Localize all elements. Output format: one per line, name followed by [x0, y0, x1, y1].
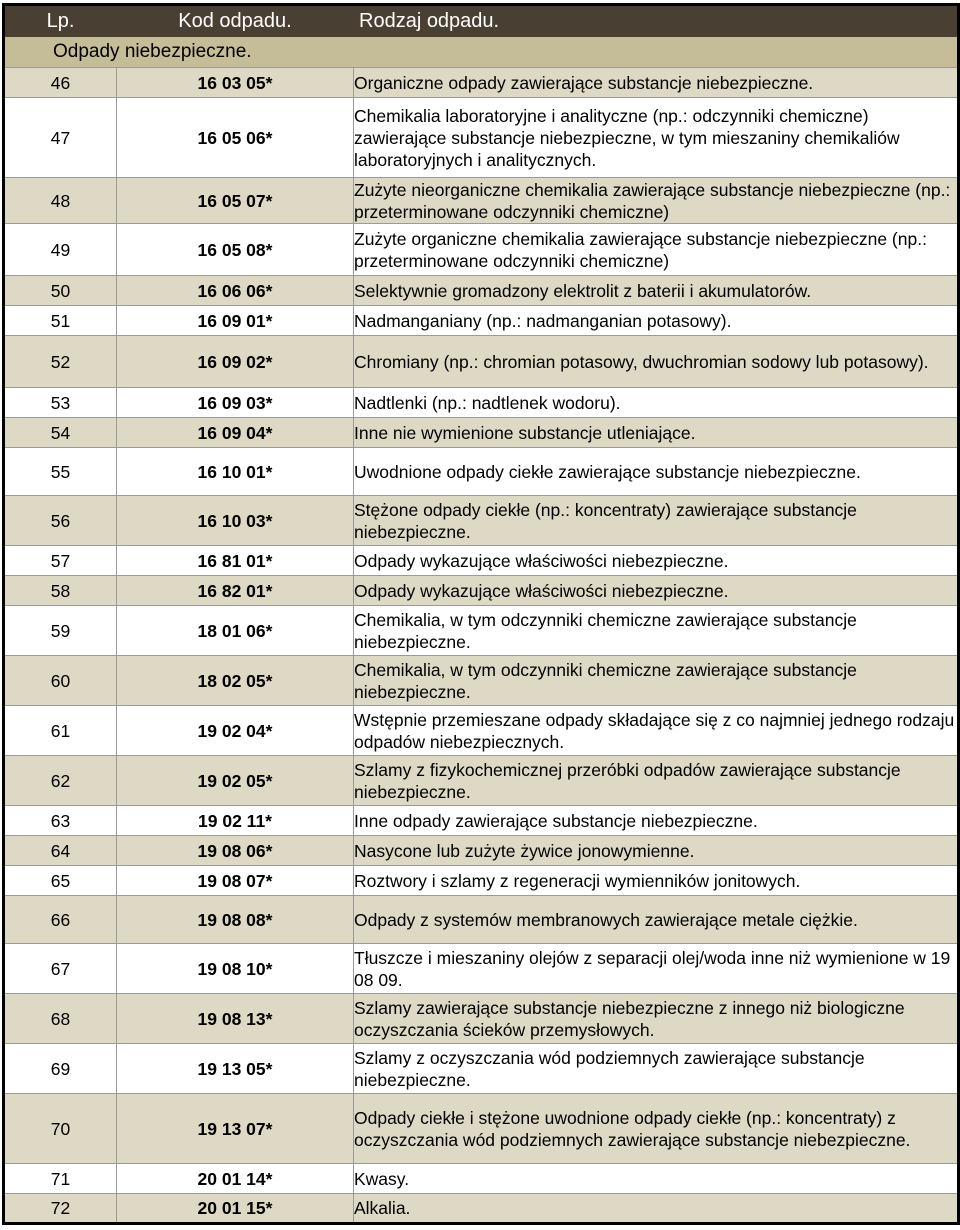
waste-code: 19 08 06*: [117, 836, 354, 866]
row-number: 48: [4, 178, 117, 224]
table-row: [4, 178, 959, 224]
waste-description: Inne nie wymienione substancje utleniające.: [354, 418, 959, 448]
row-number: 59: [4, 606, 117, 656]
table-row: [4, 1194, 959, 1224]
table-row: [4, 546, 959, 576]
section-row: [4, 37, 959, 68]
table-row: [4, 306, 959, 336]
waste-code: 19 13 05*: [117, 1044, 354, 1094]
table-row: [4, 656, 959, 706]
waste-code: 16 05 07*: [117, 178, 354, 224]
table-row: [4, 806, 959, 836]
waste-code: 16 82 01*: [117, 576, 354, 606]
table-row: [4, 1044, 959, 1094]
table-row: [4, 448, 959, 496]
waste-table: [2, 3, 960, 1225]
waste-description: Szlamy z fizykochemicznej przeróbki odpadów zawierające substancje niebezpieczne.: [354, 756, 959, 806]
waste-description: Odpady wykazujące właściwości niebezpieczne.: [354, 576, 959, 606]
row-number: 67: [4, 944, 117, 994]
table-row: [4, 1164, 959, 1194]
table-row: [4, 276, 959, 306]
header-code: Kod odpadu.: [117, 5, 354, 37]
row-number: 66: [4, 896, 117, 944]
table-header-row: [4, 5, 959, 37]
waste-description: Chemikalia laboratoryjne i analityczne (np.: odczynniki chemiczne) zawierające substancje niebezpieczne, w tym mieszaniny chemikaliów laboratoryjnych i analitycznych.: [354, 98, 959, 178]
waste-code: 19 08 08*: [117, 896, 354, 944]
row-number: 49: [4, 224, 117, 276]
waste-code: 16 06 06*: [117, 276, 354, 306]
waste-description: Szlamy z oczyszczania wód podziemnych zawierające substancje niebezpieczne.: [354, 1044, 959, 1094]
waste-code: 19 02 04*: [117, 706, 354, 756]
header-lp: Lp.: [4, 5, 117, 37]
waste-description: Organiczne odpady zawierające substancje niebezpieczne.: [354, 68, 959, 98]
waste-description: Tłuszcze i mieszaniny olejów z separacji olej/woda inne niż wymienione w 19 08 09.: [354, 944, 959, 994]
row-number: 54: [4, 418, 117, 448]
waste-description: Chemikalia, w tym odczynniki chemiczne zawierające substancje niebezpieczne.: [354, 656, 959, 706]
table-row: [4, 98, 959, 178]
header-type: Rodzaj odpadu.: [354, 5, 959, 37]
table-row: [4, 388, 959, 418]
waste-description: Roztwory i szlamy z regeneracji wymienników jonitowych.: [354, 866, 959, 896]
waste-description: Alkalia.: [354, 1194, 959, 1224]
waste-code: 19 08 07*: [117, 866, 354, 896]
row-number: 64: [4, 836, 117, 866]
waste-description: Selektywnie gromadzony elektrolit z baterii i akumulatorów.: [354, 276, 959, 306]
row-number: 65: [4, 866, 117, 896]
waste-code: 16 05 06*: [117, 98, 354, 178]
section-title: Odpady niebezpieczne.: [4, 37, 959, 68]
waste-code: 18 02 05*: [117, 656, 354, 706]
waste-code: 16 81 01*: [117, 546, 354, 576]
row-number: 53: [4, 388, 117, 418]
waste-description: Inne odpady zawierające substancje niebezpieczne.: [354, 806, 959, 836]
waste-description: Nasycone lub zużyte żywice jonowymienne.: [354, 836, 959, 866]
table-row: [4, 496, 959, 546]
table-row: [4, 1094, 959, 1164]
waste-description: Stężone odpady ciekłe (np.: koncentraty) zawierające substancje niebezpieczne.: [354, 496, 959, 546]
waste-description: Odpady wykazujące właściwości niebezpieczne.: [354, 546, 959, 576]
waste-description: Kwasy.: [354, 1164, 959, 1194]
waste-table-body: [4, 5, 959, 1224]
waste-code: 20 01 15*: [117, 1194, 354, 1224]
waste-description: Chemikalia, w tym odczynniki chemiczne zawierające substancje niebezpieczne.: [354, 606, 959, 656]
waste-code: 16 09 01*: [117, 306, 354, 336]
row-number: 70: [4, 1094, 117, 1164]
waste-code: 16 10 01*: [117, 448, 354, 496]
table-row: [4, 68, 959, 98]
waste-description: Wstępnie przemieszane odpady składające się z co najmniej jednego rodzaju odpadów niebezpiecznych.: [354, 706, 959, 756]
row-number: 60: [4, 656, 117, 706]
table-row: [4, 224, 959, 276]
row-number: 69: [4, 1044, 117, 1094]
waste-code: 16 09 04*: [117, 418, 354, 448]
row-number: 55: [4, 448, 117, 496]
table-row: [4, 756, 959, 806]
row-number: 52: [4, 336, 117, 388]
waste-code: 20 01 14*: [117, 1164, 354, 1194]
row-number: 46: [4, 68, 117, 98]
waste-code: 19 13 07*: [117, 1094, 354, 1164]
waste-description: Zużyte organiczne chemikalia zawierające substancje niebezpieczne (np.: przeterminowane odczynniki chemiczne): [354, 224, 959, 276]
waste-description: Chromiany (np.: chromian potasowy, dwuchromian sodowy lub potasowy).: [354, 336, 959, 388]
table-row: [4, 896, 959, 944]
table-row: [4, 576, 959, 606]
waste-description: Odpady ciekłe i stężone uwodnione odpady ciekłe (np.: koncentraty) z oczyszczania wód podziemnych zawierające substancje niebezpieczne.: [354, 1094, 959, 1164]
waste-description: Uwodnione odpady ciekłe zawierające substancje niebezpieczne.: [354, 448, 959, 496]
row-number: 56: [4, 496, 117, 546]
waste-description: Nadmanganiany (np.: nadmanganian potasowy).: [354, 306, 959, 336]
waste-description: Odpady z systemów membranowych zawierające metale ciężkie.: [354, 896, 959, 944]
table-row: [4, 944, 959, 994]
table-row: [4, 836, 959, 866]
table-row: [4, 866, 959, 896]
row-number: 68: [4, 994, 117, 1044]
waste-description: Nadtlenki (np.: nadtlenek wodoru).: [354, 388, 959, 418]
row-number: 71: [4, 1164, 117, 1194]
table-row: [4, 706, 959, 756]
row-number: 62: [4, 756, 117, 806]
row-number: 47: [4, 98, 117, 178]
waste-description: Szlamy zawierające substancje niebezpieczne z innego niż biologiczne oczyszczania ścieków przemysłowych.: [354, 994, 959, 1044]
waste-code: 18 01 06*: [117, 606, 354, 656]
row-number: 61: [4, 706, 117, 756]
table-row: [4, 336, 959, 388]
waste-code: 19 02 05*: [117, 756, 354, 806]
waste-code: 19 08 10*: [117, 944, 354, 994]
waste-code: 16 09 03*: [117, 388, 354, 418]
table-row: [4, 994, 959, 1044]
waste-code: 16 05 08*: [117, 224, 354, 276]
waste-code: 19 02 11*: [117, 806, 354, 836]
row-number: 51: [4, 306, 117, 336]
table-row: [4, 606, 959, 656]
waste-code: 16 09 02*: [117, 336, 354, 388]
waste-code: 16 10 03*: [117, 496, 354, 546]
row-number: 57: [4, 546, 117, 576]
row-number: 58: [4, 576, 117, 606]
row-number: 50: [4, 276, 117, 306]
row-number: 72: [4, 1194, 117, 1224]
waste-description: Zużyte nieorganiczne chemikalia zawierające substancje niebezpieczne (np.: przeterminowane odczynniki chemiczne): [354, 178, 959, 224]
table-row: [4, 418, 959, 448]
waste-code: 19 08 13*: [117, 994, 354, 1044]
row-number: 63: [4, 806, 117, 836]
waste-code: 16 03 05*: [117, 68, 354, 98]
